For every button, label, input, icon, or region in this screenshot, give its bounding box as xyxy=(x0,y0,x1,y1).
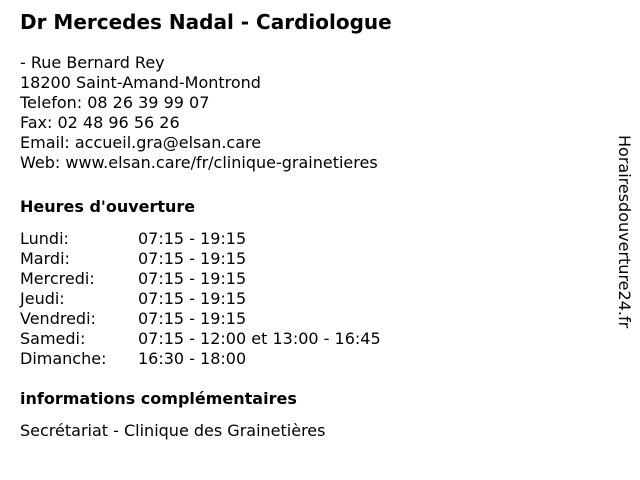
hours-day: Lundi: xyxy=(20,229,69,248)
hours-time: 07:15 - 12:00 et 13:00 - 16:45 xyxy=(138,329,381,348)
hours-day: Jeudi: xyxy=(20,289,65,308)
hours-time: 07:15 - 19:15 xyxy=(138,309,247,328)
address-block xyxy=(20,53,600,173)
address-street: - Rue Bernard Rey xyxy=(20,53,165,72)
hours-day: Samedi: xyxy=(20,329,86,348)
hours-time: 07:15 - 19:15 xyxy=(138,249,247,268)
hours-row-dimanche xyxy=(20,349,600,369)
hours-time: 07:15 - 19:15 xyxy=(138,269,247,288)
hours-list xyxy=(20,229,600,369)
hours-day: Vendredi: xyxy=(20,309,96,328)
info-text: Secrétariat - Clinique des Grainetières xyxy=(20,421,326,440)
hours-row-lundi xyxy=(20,229,600,249)
hours-time: 07:15 - 19:15 xyxy=(138,229,247,248)
address-email: Email: accueil.gra@elsan.care xyxy=(20,133,262,152)
page-title: Dr Mercedes Nadal - Cardiologue xyxy=(20,10,392,34)
hours-row-jeudi xyxy=(20,289,600,309)
hours-row-mardi xyxy=(20,249,600,269)
hours-day: Mercredi: xyxy=(20,269,95,288)
hours-time: 16:30 - 18:00 xyxy=(138,349,247,368)
hours-time: 07:15 - 19:15 xyxy=(138,289,247,308)
hours-row-vendredi xyxy=(20,309,600,329)
hours-row-mercredi xyxy=(20,269,600,289)
page-content xyxy=(20,10,600,441)
address-web: Web: www.elsan.care/fr/clinique-grainetieres xyxy=(20,153,378,172)
hours-heading: Heures d'ouverture xyxy=(20,197,196,216)
site-watermark: Horairesdouverture24.fr xyxy=(615,135,634,329)
info-heading: informations complémentaires xyxy=(20,389,297,408)
address-city: 18200 Saint-Amand-Montrond xyxy=(20,73,261,92)
address-fax: Fax: 02 48 96 56 26 xyxy=(20,113,180,132)
hours-row-samedi xyxy=(20,329,600,349)
address-phone: Telefon: 08 26 39 99 07 xyxy=(20,93,210,112)
hours-day: Mardi: xyxy=(20,249,70,268)
hours-day: Dimanche: xyxy=(20,349,107,368)
